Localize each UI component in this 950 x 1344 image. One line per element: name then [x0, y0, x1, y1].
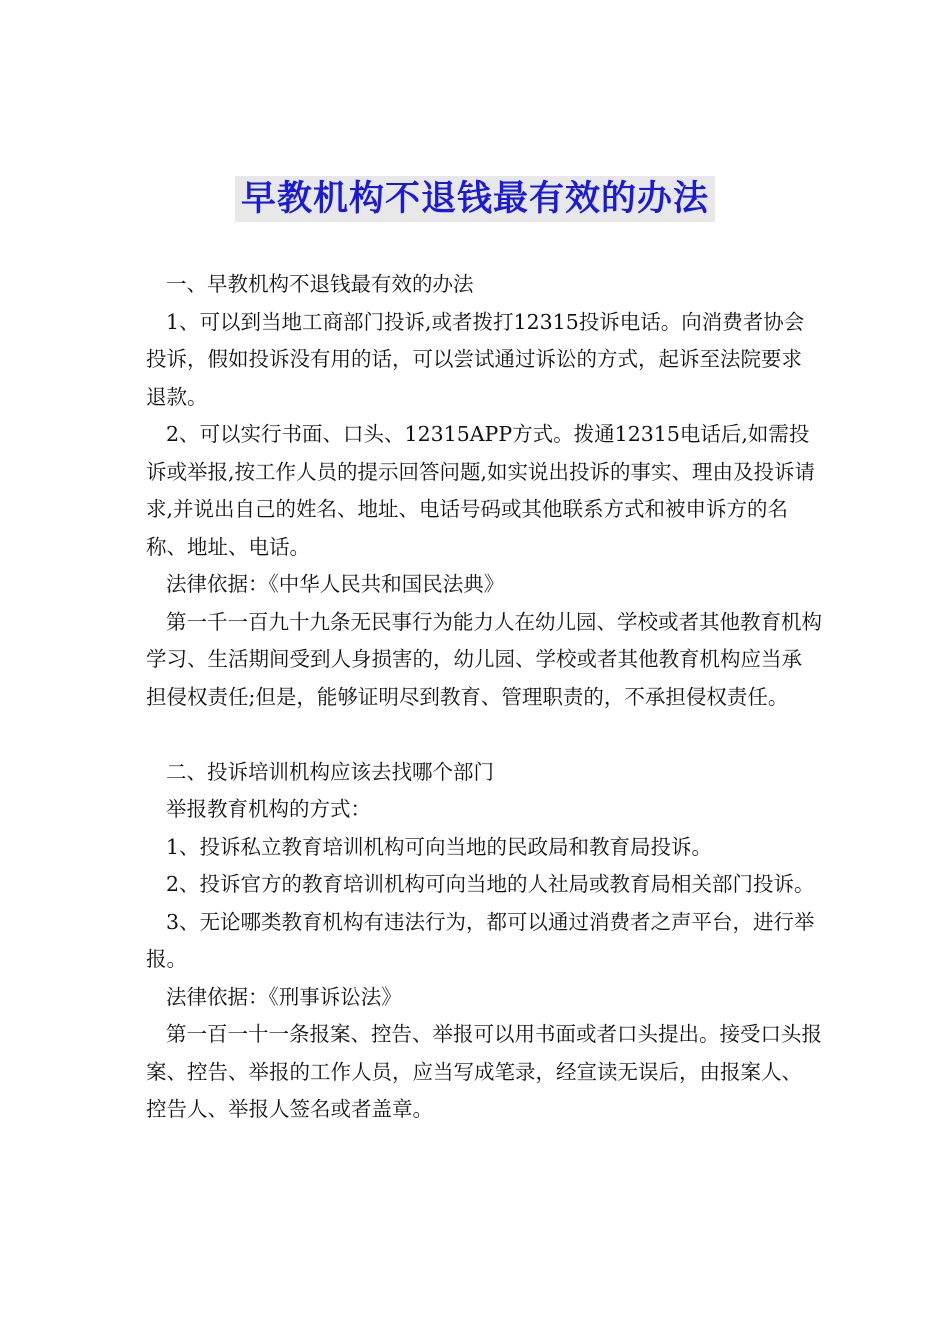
blank-line [146, 716, 822, 754]
legal-basis-label: 法律依据：《中华人民共和国民法典》 [166, 572, 505, 596]
paragraph: 第一千一百九十九条无民事行为能力人在幼儿园、学校或者其他教育机构学习、生活期间受到人身损害的，幼儿园、学校或者其他教育机构应当承担侵权责任;但是，能够证明尽到教育、管理职责的，不承担侵权责任。 [146, 609, 822, 709]
section-heading-1: 一、早教机构不退钱最有效的办法 [166, 272, 474, 296]
paragraph: 2、可以实行书面、口头、12315APP方式。拨通12315电话后,如需投诉或举报,按工作人员的提示回答问题,如实说出投诉的事实、理由及投诉请求,并说出自己的姓名、地址、电话号码或其他联系方式和被申诉方的名称、地址、电话。 [146, 422, 816, 559]
paragraph: 1、可以到当地工商部门投诉,或者拨打12315投诉电话。向消费者协会投诉，假如投诉没有用的话，可以尝试通过诉讼的方式，起诉至法院要求退款。 [146, 309, 805, 409]
document-title: 早教机构不退钱最有效的办法 [235, 176, 715, 222]
list-item: 2、投诉官方的教育培训机构可向当地的人社局或教育局相关部门投诉。 [166, 872, 815, 896]
document-body [146, 266, 822, 1129]
paragraph: 举报教育机构的方式： [166, 797, 371, 821]
legal-basis-label: 法律依据：《刑事诉讼法》 [166, 984, 402, 1009]
paragraph: 第一百一十一条报案、控告、举报可以用书面或者口头提出。接受口头报案、控告、举报的工作人员，应当写成笔录，经宣读无误后，由报案人、控告人、举报人签名或者盖章。 [146, 1022, 822, 1121]
section-heading-2: 二、投诉培训机构应该去找哪个部门 [166, 759, 494, 784]
list-item: 3、无论哪类教育机构有违法行为，都可以通过消费者之声平台，进行举报。 [146, 909, 815, 971]
title-container [0, 176, 950, 222]
list-item: 1、投诉私立教育培训机构可向当地的民政局和教育局投诉。 [166, 834, 713, 859]
